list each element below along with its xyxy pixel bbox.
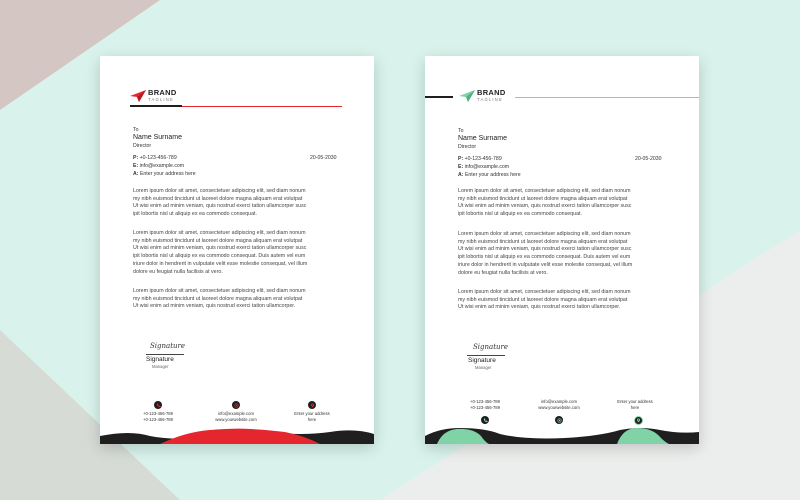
phone-line: P: +0-123-456-789 xyxy=(133,155,177,161)
email-line: E: info@example.com xyxy=(458,164,510,170)
footer-wave xyxy=(425,424,699,444)
paper-plane-icon xyxy=(459,90,475,102)
body-paragraph-2: Lorem ipsum dolor sit amet, consectetuer adipiscing elit, sed diam nonum my nibh euismod tincidunt ut laoreet dolore magna aliquam erat volutpat Ut wisi enim ad minim veniam, quis nostrud exerci tation ullamcorper susc ipit lobortis nisl ut aliquip ex ea commodo consequat. Duis autem vel eum iriure dolor in hendrerit in vulputate velit esse molestie consequat, vel illum dolore eu feugiat nulla facilisis at vero. xyxy=(458,231,633,276)
body-paragraph-3: Lorem ipsum dolor sit amet, consectetuer adipiscing elit, sed diam nonum my nibh euismod tincidunt ut laoreet dolore magna aliquam erat volutpat Ut wisi enim ad minim veniam, quis nostrud exerci tation ullamcorper. xyxy=(133,288,306,310)
signature-name: Signature xyxy=(146,356,174,363)
handwritten-signature: Signature xyxy=(473,343,509,351)
footer-email-web: info@example.com www.yourwebsite.com xyxy=(538,399,580,410)
recipient-title: Director xyxy=(458,144,477,150)
header-rule-accent xyxy=(182,106,342,107)
location-icon xyxy=(634,416,643,425)
footer-address: Enter your address here xyxy=(294,411,330,422)
header-rule-dark xyxy=(130,105,182,107)
recipient-name: Name Surname xyxy=(458,135,508,142)
signature-name: Signature xyxy=(468,357,496,364)
handwritten-signature: Signature xyxy=(150,342,186,350)
letter-date: 20-05-2030 xyxy=(635,156,662,162)
signature-role: Manager xyxy=(475,365,492,370)
footer-phones: +0-123-456-789 +0-123-456-789 xyxy=(470,399,500,410)
signature-line xyxy=(467,355,505,356)
body-paragraph-3: Lorem ipsum dolor sit amet, consectetuer adipiscing elit, sed diam nonum my nibh euismod tincidunt ut laoreet dolore magna aliquam erat volutpat Ut wisi enim ad minim veniam, quis nostrud exerci tation ullamcorper. xyxy=(458,289,631,311)
brand-name: BRAND xyxy=(477,88,506,97)
address-line: A: Enter your address here xyxy=(133,171,196,177)
brand-name: BRAND xyxy=(148,88,177,97)
brand-tagline: TAGLINE xyxy=(148,97,175,102)
signature-line xyxy=(146,354,184,355)
footer-address: Enter your address here xyxy=(617,399,653,410)
recipient-title: Director xyxy=(133,143,152,149)
letter-date: 20-05-2030 xyxy=(310,155,337,161)
recipient-to: To xyxy=(133,127,139,133)
address-line: A: Enter your address here xyxy=(458,172,521,178)
header-rule-accent xyxy=(515,97,699,98)
brand-tagline: TAGLINE xyxy=(477,97,504,102)
email-line: E: info@example.com xyxy=(133,163,185,169)
footer-phones: +0-123-456-789 +0-123-456-789 xyxy=(143,411,173,422)
footer-email-web: info@example.com www.yourwebsite.com xyxy=(215,411,257,422)
phone-line: P: +0-123-456-789 xyxy=(458,156,502,162)
signature-role: Manager xyxy=(152,364,169,369)
recipient-name: Name Surname xyxy=(133,134,183,141)
email-icon xyxy=(555,416,563,424)
body-paragraph-1: Lorem ipsum dolor sit amet, consectetuer adipiscing elit, sed diam nonum my nibh euismod tincidunt ut laoreet dolore magna aliquam erat volutpat Ut wisi enim ad minim veniam, quis nostrud exerci tation ullamcorper susc ipit lobortis nisl ut aliquip ex ea commodo consequat. xyxy=(133,188,307,218)
recipient-to: To xyxy=(458,128,464,134)
header-rule-dark-left xyxy=(425,96,453,98)
email-icon xyxy=(232,401,240,409)
paper-plane-icon xyxy=(130,90,146,102)
letterhead-green xyxy=(425,56,699,444)
location-icon xyxy=(308,401,316,409)
phone-icon xyxy=(481,416,489,424)
body-paragraph-1: Lorem ipsum dolor sit amet, consectetuer adipiscing elit, sed diam nonum my nibh euismod tincidunt ut laoreet dolore magna aliquam erat volutpat Ut wisi enim ad minim veniam, quis nostrud exerci tation ullamcorper susc ipit lobortis nisl ut aliquip ex ea commodo consequat. xyxy=(458,188,632,218)
footer-wave xyxy=(100,424,374,444)
letterhead-red xyxy=(100,56,374,444)
phone-icon xyxy=(154,401,162,409)
body-paragraph-2: Lorem ipsum dolor sit amet, consectetuer adipiscing elit, sed diam nonum my nibh euismod tincidunt ut laoreet dolore magna aliquam erat volutpat Ut wisi enim ad minim veniam, quis nostrud exerci tation ullamcorper susc ipit lobortis nisl ut aliquip ex ea commodo consequat. Duis autem vel eum iriure dolor in hendrerit in vulputate velit esse molestie consequat, vel illum dolore eu feugiat nulla facilisis at vero. xyxy=(133,230,308,275)
